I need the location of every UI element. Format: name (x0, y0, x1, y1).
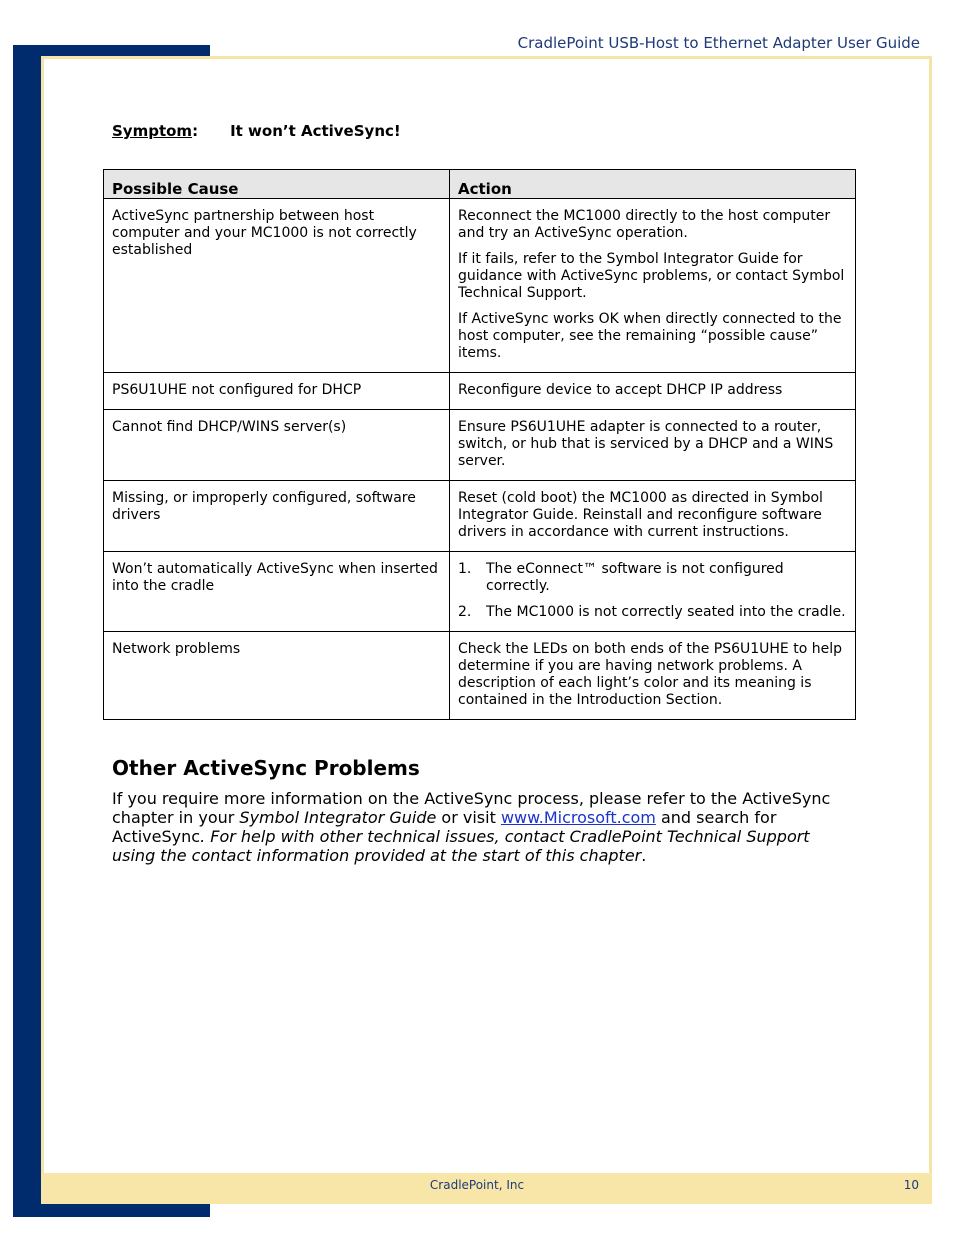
action-cell (450, 632, 856, 720)
action-text: Reset (cold boot) the MC1000 as directed in Symbol Integrator Guide. Reinstall and reconfigure software drivers in accordance with current instructions. (458, 490, 823, 540)
action-cell (450, 410, 856, 481)
action-text: Ensure PS6U1UHE adapter is connected to a router, switch, or hub that is serviced by a DHCP and a WINS server. (458, 419, 834, 469)
cause-cell: Network problems (104, 632, 450, 720)
bottom-decorative-bar (13, 1204, 210, 1217)
table-header-row (104, 170, 856, 199)
action-steps-list (458, 561, 847, 621)
list-item (458, 561, 847, 595)
cause-cell: Won’t automatically ActiveSync when inserted into the cradle (104, 552, 450, 632)
table-row (104, 199, 856, 373)
microsoft-link[interactable]: www.Microsoft.com (500, 808, 656, 827)
symptom-label: Symptom (112, 122, 193, 140)
para-text: or visit (436, 808, 501, 827)
step-text: The MC1000 is not correctly seated into the cradle. (486, 604, 846, 620)
step-number: 1. (458, 561, 472, 577)
header-action: Action (450, 170, 856, 199)
symptom-text: It won’t ActiveSync! (230, 122, 401, 140)
action-text: If ActiveSync works OK when directly connected to the host computer, see the remaining “possible cause” items. (458, 311, 842, 361)
step-text: The eConnect™ software is not configured correctly. (486, 561, 784, 594)
action-cell (450, 481, 856, 552)
para-text: . (641, 846, 647, 865)
page-number: 10 (903, 1178, 919, 1192)
table-row (104, 481, 856, 552)
table-row (104, 632, 856, 720)
cause-cell: PS6U1UHE not configured for DHCP (104, 373, 450, 410)
cause-cell: ActiveSync partnership between host computer and your MC1000 is not correctly established (104, 199, 450, 373)
document-title: CradlePoint USB-Host to Ethernet Adapter User Guide (517, 34, 920, 52)
left-decorative-bar (13, 45, 41, 1217)
footer-company: CradlePoint, Inc (429, 1178, 525, 1192)
symptom-colon: : (192, 122, 199, 140)
para-italic-guide: Symbol Integrator Guide (239, 808, 437, 827)
table-row (104, 552, 856, 632)
step-number: 2. (458, 604, 472, 620)
action-text: If it fails, refer to the Symbol Integrator Guide for guidance with ActiveSync problems, or contact Symbol Technical Support. (458, 251, 845, 301)
para-italic-support: . For help with other technical issues, contact CradlePoint Technical Support using the contact information provided at the start of this chapter (112, 827, 810, 865)
section-heading: Other ActiveSync Problems (112, 756, 420, 780)
cause-cell: Cannot find DHCP/WINS server(s) (104, 410, 450, 481)
symptom-line (112, 122, 401, 140)
list-item (458, 604, 847, 621)
table-row (104, 373, 856, 410)
action-text: Reconfigure device to accept DHCP IP address (458, 382, 783, 398)
cause-cell: Missing, or improperly configured, software drivers (104, 481, 450, 552)
table-row (104, 410, 856, 481)
action-cell (450, 199, 856, 373)
header-possible-cause: Possible Cause (104, 170, 450, 199)
para-text: and search for ActiveSync (112, 808, 777, 846)
para-text: If you require more information on the ActiveSync process, please refer to the ActiveSync chapter in your (112, 789, 831, 827)
action-text: Check the LEDs on both ends of the PS6U1UHE to help determine if you are having network problems. A description of each light’s color and its meaning is contained in the Introduction Section. (458, 641, 842, 708)
action-cell (450, 552, 856, 632)
body-paragraph (112, 789, 832, 865)
troubleshooting-table (103, 169, 856, 720)
action-cell (450, 373, 856, 410)
action-text: Reconnect the MC1000 directly to the host computer and try an ActiveSync operation. (458, 208, 831, 241)
